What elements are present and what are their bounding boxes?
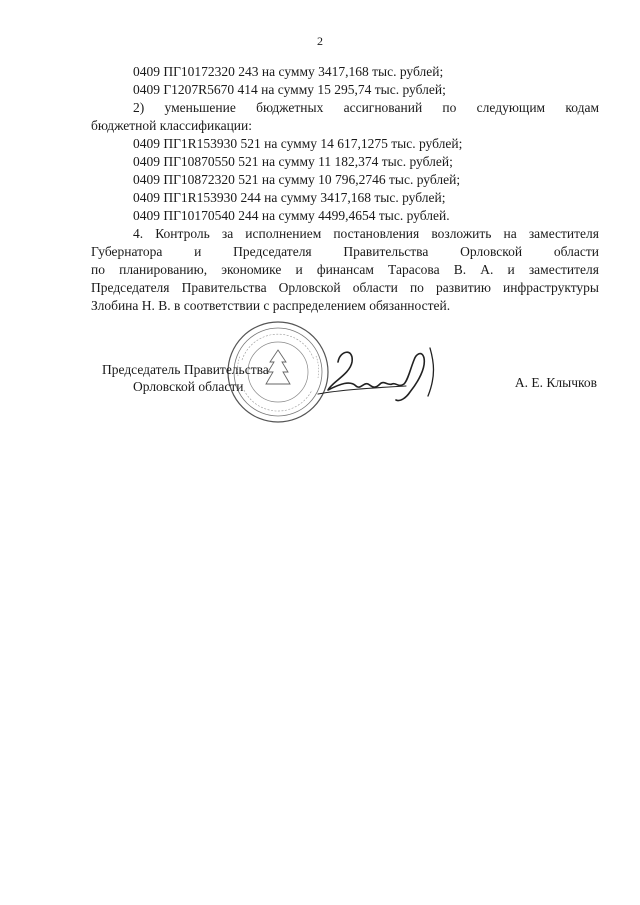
text-line: бюджетной классификации: [91,118,252,133]
text-line: 2) уменьшение бюджетных ассигнований по следующим кодам [133,100,599,115]
signer-name: А. Е. Клычков [514,375,597,390]
text-line: 0409 Г1207R5670 414 на сумму 15 295,74 тыс. рублей; [133,82,446,97]
text-line: 0409 ПГ10170540 244 на сумму 4499,4654 тыс. рублей. [133,208,450,223]
handwritten-signature [310,340,450,410]
text-line: 0409 ПГ10870550 521 на сумму 11 182,374 тыс. рублей; [133,154,453,169]
text-line: Председателя Правительства Орловской области по развитию инфраструктуры [91,280,599,295]
text-line: 0409 ПГ10872320 521 на сумму 10 796,2746 тыс. рублей; [133,172,461,187]
text-line: Губернатора и Председателя Правительства Орловской области [91,244,599,259]
page-number: 2 [317,34,323,48]
signer-title-line1: Председатель Правительства [102,362,269,377]
signer-title-line2: Орловской области [133,379,244,394]
text-line: 0409 ПГ10172320 243 на сумму 3417,168 тыс. рублей; [133,64,444,79]
text-line: 0409 ПГ1R153930 244 на сумму 3417,168 тыс. рублей; [133,190,446,205]
text-line: Злобина Н. В. в соответствии с распределением обязанностей. [91,298,451,313]
text-line: по планированию, экономике и финансам Тарасова В. А. и заместителя [91,262,599,277]
text-line: 4. Контроль за исполнением постановления возложить на заместителя [133,226,599,241]
text-line: 0409 ПГ1R153930 521 на сумму 14 617,1275 тыс. рублей; [133,136,463,151]
